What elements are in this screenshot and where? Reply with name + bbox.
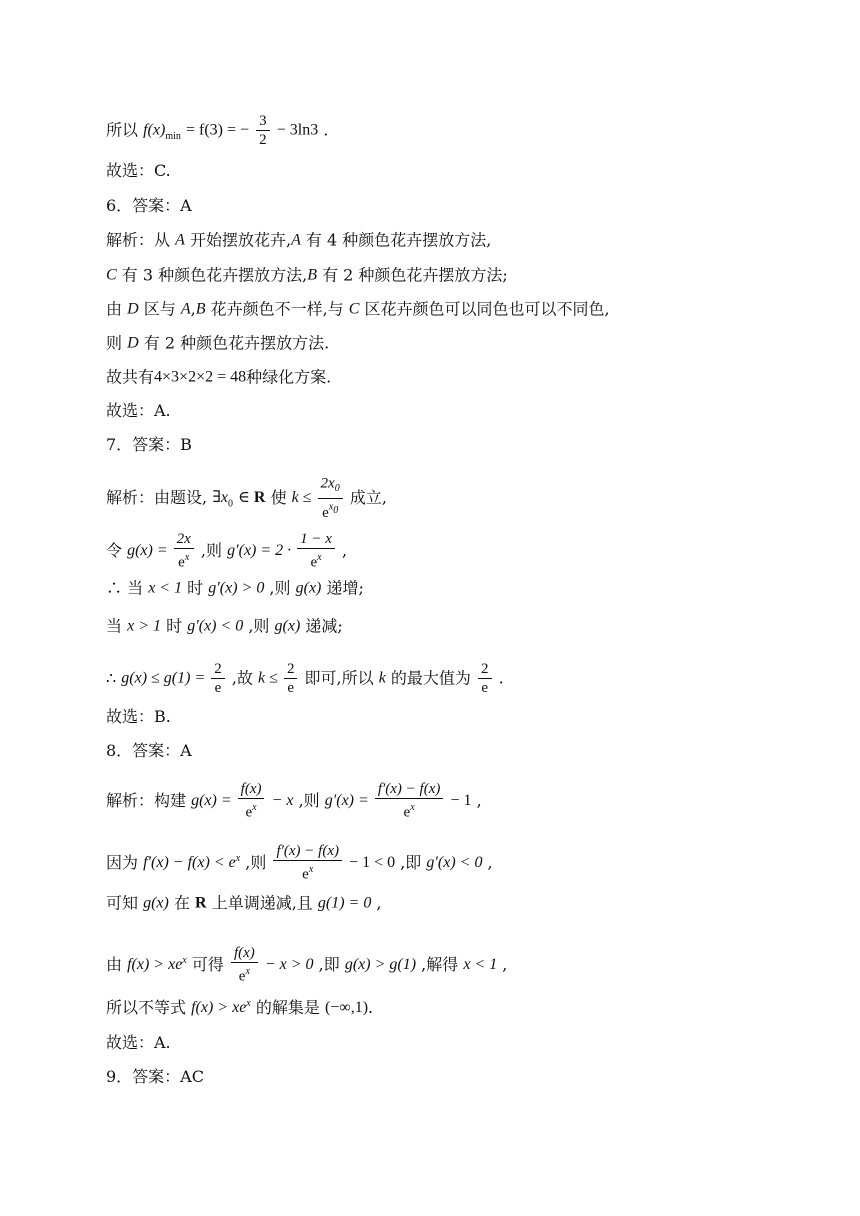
text-segment: , bbox=[371, 893, 382, 913]
text-segment: 开始摆放花卉, bbox=[184, 230, 292, 250]
text-segment: 解析：构建 bbox=[106, 790, 192, 810]
math-expression: f(x) > xe bbox=[191, 998, 247, 1016]
fraction bbox=[284, 660, 298, 697]
text-segment: 解析：由题设, bbox=[106, 487, 208, 507]
math-expression: g(x) = bbox=[127, 541, 172, 559]
fraction bbox=[318, 474, 343, 522]
fraction-numerator: 2 bbox=[284, 660, 298, 679]
solution-line bbox=[106, 367, 331, 388]
answer-choice-line: 故选：A. bbox=[106, 1033, 171, 1052]
solution-line bbox=[106, 578, 364, 599]
math-variable: A bbox=[291, 231, 301, 249]
text-segment: , bbox=[342, 540, 348, 560]
math-subscript: 0 bbox=[334, 483, 340, 494]
solution-line bbox=[106, 299, 610, 320]
math-superscript: x bbox=[308, 864, 314, 875]
text-segment: 故共有 bbox=[106, 367, 155, 387]
text-segment: , bbox=[190, 299, 196, 319]
text-segment: ,故 bbox=[231, 668, 259, 688]
math-expression: ∃x bbox=[212, 488, 228, 506]
text-segment: 种绿化方案. bbox=[246, 367, 332, 387]
fraction-numerator: f(x) bbox=[231, 944, 258, 963]
fraction-numerator: 2x bbox=[320, 475, 335, 492]
fraction-numerator: 2x bbox=[174, 530, 194, 549]
math-superscript: x bbox=[182, 954, 187, 966]
text-segment: 的解集是 bbox=[250, 997, 325, 1017]
fraction-denominator: e bbox=[238, 968, 246, 985]
text-segment: , bbox=[482, 852, 493, 872]
fraction bbox=[231, 944, 258, 986]
text-segment: ,则 bbox=[245, 852, 272, 872]
math-superscript: x bbox=[410, 802, 415, 813]
text-segment: , bbox=[497, 954, 508, 974]
math-expression: g(x) bbox=[143, 894, 169, 912]
math-expression: − x > 0 bbox=[264, 955, 314, 973]
math-expression: − 3ln3 bbox=[276, 121, 319, 139]
math-superscript: x bbox=[235, 852, 241, 864]
math-variable: D bbox=[127, 334, 139, 352]
math-expression: g(x) = bbox=[191, 791, 236, 809]
text-segment: 使 bbox=[270, 487, 292, 507]
answer-heading: 7．答案：B bbox=[106, 435, 192, 454]
fraction-denominator: e bbox=[287, 680, 295, 696]
text-segment: 解析：从 bbox=[106, 230, 176, 250]
math-expression: k ≤ bbox=[291, 488, 316, 506]
fraction-denominator: e bbox=[245, 804, 253, 821]
text-segment: ∴ 当 bbox=[106, 578, 149, 598]
solution-line bbox=[106, 660, 504, 697]
math-expression: g′(x) > 0 bbox=[208, 579, 265, 597]
math-expression: 4×3×2×2 = 48 bbox=[154, 368, 247, 386]
math-expression: x < 1 bbox=[148, 579, 183, 597]
solution-line bbox=[106, 893, 382, 914]
text-segment: 有 3 种颜色花卉摆放方法, bbox=[116, 265, 308, 285]
text-segment: 的最大值为 bbox=[385, 668, 471, 688]
text-segment: 令 bbox=[106, 540, 128, 560]
math-expression: g(1) = 0 bbox=[317, 894, 372, 912]
math-expression: x < 1 bbox=[463, 955, 498, 973]
text-segment: . bbox=[318, 120, 329, 140]
answer-choice-line: 故选：A. bbox=[106, 401, 171, 420]
text-segment: 所以 bbox=[106, 120, 139, 140]
fraction-denominator: e bbox=[178, 554, 185, 571]
text-segment: 在 bbox=[168, 893, 196, 913]
answer-heading: 8．答案：A bbox=[106, 741, 192, 760]
math-expression: f′(x) − f(x) < e bbox=[143, 853, 236, 871]
math-expression: g(x) bbox=[295, 579, 322, 597]
fraction-numerator: f(x) bbox=[238, 780, 265, 799]
math-expression: g′(x) < 0 bbox=[426, 853, 483, 871]
fraction bbox=[478, 660, 492, 697]
text-segment: 时 bbox=[161, 616, 188, 636]
fraction-numerator: f′(x) − f(x) bbox=[375, 780, 444, 799]
solution-line bbox=[106, 842, 493, 884]
math-expression: (−∞,1) bbox=[324, 998, 369, 1016]
answer-choice-line: 故选：B. bbox=[106, 707, 171, 726]
fraction-numerator: 1 − x bbox=[297, 530, 335, 549]
math-expression: − 1 bbox=[450, 791, 472, 809]
fraction-denominator: 2 bbox=[259, 132, 267, 148]
solution-line bbox=[106, 616, 343, 637]
math-expression: = f(3) = − bbox=[185, 121, 250, 139]
solution-line bbox=[106, 333, 329, 354]
text-segment: 有 2 种颜色花卉摆放方法; bbox=[316, 265, 508, 285]
math-variable: B bbox=[195, 300, 206, 318]
text-segment: 可得 bbox=[191, 954, 229, 974]
text-segment: 成立, bbox=[349, 487, 387, 507]
math-variable: A bbox=[175, 231, 185, 249]
fraction bbox=[297, 530, 335, 572]
text-segment: ,解得 bbox=[416, 954, 464, 974]
math-expression: x > 1 bbox=[127, 617, 161, 635]
text-segment: 可知 bbox=[106, 893, 144, 913]
fraction bbox=[211, 660, 225, 697]
math-expression: g′(x) = 2 · bbox=[227, 541, 296, 559]
fraction-numerator: f′(x) − f(x) bbox=[273, 842, 342, 861]
math-variable: k bbox=[378, 669, 386, 687]
text-segment: 由 bbox=[106, 954, 128, 974]
math-expression: − x bbox=[271, 791, 294, 809]
fraction-denominator: e bbox=[403, 804, 411, 821]
fraction-numerator: 2 bbox=[211, 660, 225, 679]
text-segment: 当 bbox=[106, 616, 128, 636]
text-segment: 由 bbox=[106, 299, 128, 319]
fraction-numerator: 2 bbox=[478, 660, 492, 679]
fraction-numerator: 3 bbox=[256, 112, 270, 131]
fraction bbox=[273, 842, 342, 884]
text-segment: 区花卉颜色可以同色也可以不同色, bbox=[359, 299, 610, 319]
math-expression: g′(x) < 0 bbox=[187, 617, 244, 635]
solution-line bbox=[106, 530, 347, 572]
fraction-denominator: e bbox=[322, 504, 329, 521]
solution-line bbox=[106, 265, 508, 286]
text-segment: 因为 bbox=[106, 852, 144, 872]
text-segment: ,即 bbox=[313, 954, 345, 974]
math-variable: B bbox=[307, 266, 317, 284]
text-segment: 即可,所以 bbox=[304, 668, 379, 688]
text-segment: 有 2 种颜色花卉摆放方法. bbox=[138, 333, 330, 353]
math-expression: g(x) bbox=[274, 617, 301, 635]
text-segment: ∴ bbox=[106, 668, 122, 688]
text-segment: ,则 bbox=[200, 540, 228, 560]
fraction bbox=[256, 112, 270, 149]
solution-line bbox=[106, 112, 328, 149]
solution-line bbox=[106, 230, 491, 251]
math-variable: C bbox=[106, 266, 117, 284]
math-subscript: 0 bbox=[227, 498, 233, 510]
text-segment: 时 bbox=[182, 578, 209, 598]
math-expression: k ≤ bbox=[258, 669, 282, 687]
fraction-denominator: e bbox=[310, 554, 318, 571]
math-expression: ∈ bbox=[238, 488, 254, 506]
math-superscript: x bbox=[317, 552, 322, 563]
math-expression: g(x) ≤ g(1) = bbox=[121, 669, 210, 687]
text-segment: . bbox=[368, 997, 374, 1017]
math-variable: C bbox=[348, 300, 360, 318]
math-subscript: 0 bbox=[333, 505, 339, 517]
text-segment: ,即 bbox=[395, 852, 427, 872]
math-set-symbol: R bbox=[253, 488, 266, 506]
math-variable: A bbox=[180, 300, 191, 318]
solution-line bbox=[106, 474, 387, 522]
math-expression: f(x) bbox=[143, 121, 166, 139]
text-segment: . bbox=[498, 668, 504, 688]
answer-choice-line: 故选：C. bbox=[106, 161, 171, 180]
fraction-denominator: e bbox=[302, 866, 309, 883]
math-variable: D bbox=[127, 300, 139, 318]
fraction bbox=[375, 780, 444, 822]
math-superscript: x bbox=[246, 998, 251, 1009]
text-segment: 上单调递减,且 bbox=[206, 893, 318, 913]
fraction-denominator: e bbox=[214, 680, 222, 696]
math-superscript: x bbox=[184, 552, 190, 563]
math-superscript: x bbox=[252, 802, 257, 813]
fraction bbox=[238, 780, 265, 822]
fraction bbox=[174, 530, 194, 572]
text-segment: 区与 bbox=[138, 299, 181, 319]
fraction-denominator: e bbox=[481, 680, 489, 696]
math-expression: g′(x) = bbox=[324, 791, 373, 809]
text-segment: 花卉颜色不一样,与 bbox=[205, 299, 349, 319]
math-expression: − 1 < 0 bbox=[349, 853, 396, 871]
text-segment: 递增; bbox=[321, 578, 364, 598]
math-superscript: x bbox=[328, 502, 334, 513]
solution-line bbox=[106, 780, 482, 822]
math-subscript: min bbox=[165, 131, 181, 143]
answer-heading: 9．答案：AC bbox=[106, 1067, 204, 1086]
text-segment: 有 4 种颜色花卉摆放方法, bbox=[300, 230, 492, 250]
math-set-symbol: R bbox=[195, 894, 207, 912]
text-segment: 所以不等式 bbox=[106, 997, 192, 1017]
text-segment: ,则 bbox=[243, 616, 275, 636]
solution-line bbox=[106, 944, 507, 986]
math-expression: f(x) > xe bbox=[127, 955, 183, 973]
text-segment: 则 bbox=[106, 333, 128, 353]
text-segment: ,则 bbox=[264, 578, 296, 598]
solution-line bbox=[106, 994, 373, 1018]
math-superscript: x bbox=[245, 966, 250, 977]
answer-heading: 6．答案：A bbox=[106, 196, 192, 215]
text-segment: , bbox=[471, 790, 482, 810]
text-segment: 递减; bbox=[300, 616, 343, 636]
text-segment: ,则 bbox=[293, 790, 325, 810]
math-expression: g(x) > g(1) bbox=[344, 955, 417, 973]
